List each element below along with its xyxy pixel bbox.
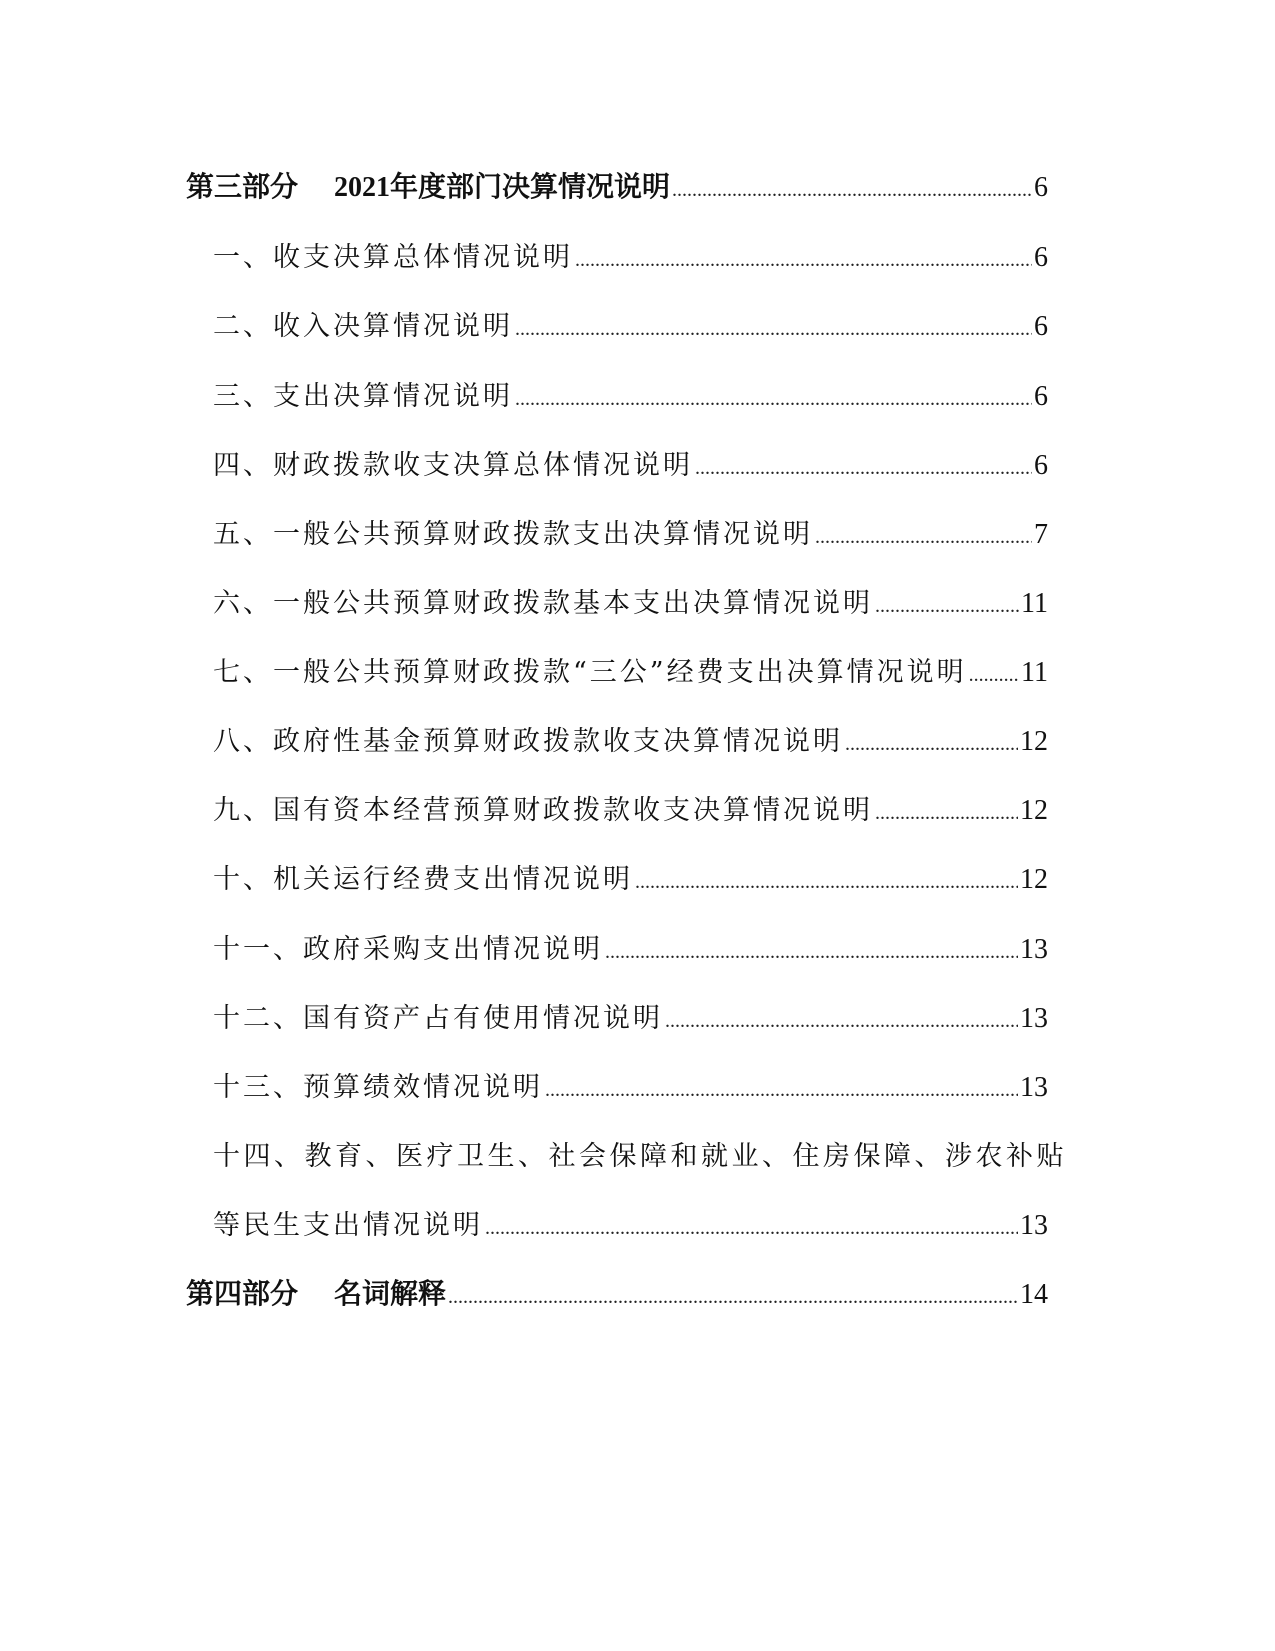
- dot-leader: [672, 168, 1032, 212]
- section-label: 四、财政拨款收支决算总体情况说明: [213, 450, 693, 481]
- dot-leader: [575, 238, 1032, 282]
- dot-leader: [545, 1068, 1018, 1112]
- toc-entry-section-4[interactable]: [213, 444, 1048, 488]
- dot-leader: [695, 446, 1032, 490]
- part-3-title: 2021年度部门决算情况说明: [334, 172, 671, 203]
- toc-entry-section-1[interactable]: [213, 236, 1048, 280]
- toc-entry-section-11[interactable]: [213, 928, 1048, 972]
- section-14-label-line-1: 十四、教育、医疗卫生、社会保障和就业、住房保障、涉农补贴: [213, 1141, 1067, 1172]
- section-label: 五、一般公共预算财政拨款支出决算情况说明: [213, 519, 813, 550]
- section-label: 十一、政府采购支出情况说明: [213, 934, 603, 965]
- toc-entry-section-14-line-1[interactable]: [213, 1135, 1093, 1179]
- dot-leader: [635, 860, 1018, 904]
- section-page-number: 6: [1034, 381, 1048, 412]
- part-4-page-number: 14: [1020, 1279, 1048, 1310]
- section-page-number: 7: [1034, 519, 1048, 550]
- section-page-number: 11: [1021, 657, 1048, 688]
- section-label: 十、机关运行经费支出情况说明: [213, 864, 633, 895]
- dot-leader: [605, 930, 1018, 974]
- dot-leader: [515, 377, 1032, 421]
- part-4-title: 名词解释: [334, 1279, 447, 1310]
- section-14-label-line-2: 等民生支出情况说明: [213, 1210, 483, 1241]
- dot-leader: [875, 791, 1018, 835]
- section-page-number: 11: [1021, 588, 1048, 619]
- toc-entry-section-12[interactable]: [213, 997, 1048, 1041]
- part-3-prefix: 第三部分: [186, 172, 299, 203]
- dot-leader: [665, 999, 1018, 1043]
- toc-entry-section-13[interactable]: [213, 1066, 1048, 1110]
- section-page-number: 13: [1020, 1072, 1048, 1103]
- dot-leader: [515, 307, 1032, 351]
- section-page-number: 6: [1034, 450, 1048, 481]
- toc-entry-section-2[interactable]: [213, 305, 1048, 349]
- section-page-number: 13: [1020, 934, 1048, 965]
- section-label: 一、收支决算总体情况说明: [213, 242, 573, 273]
- section-label: 六、一般公共预算财政拨款基本支出决算情况说明: [213, 588, 873, 619]
- part-3-page-number: 6: [1034, 172, 1048, 203]
- section-label: 十三、预算绩效情况说明: [213, 1072, 543, 1103]
- dot-leader: [875, 584, 1019, 628]
- section-label: 三、支出决算情况说明: [213, 381, 513, 412]
- section-14-page-number: 13: [1020, 1210, 1048, 1241]
- section-page-number: 6: [1034, 311, 1048, 342]
- toc-entry-section-8[interactable]: [213, 720, 1048, 764]
- section-label: 二、收入决算情况说明: [213, 311, 513, 342]
- toc-entry-section-6[interactable]: [213, 582, 1048, 626]
- section-page-number: 13: [1020, 1003, 1048, 1034]
- section-label: 八、政府性基金预算财政拨款收支决算情况说明: [213, 726, 843, 757]
- section-page-number: 12: [1020, 795, 1048, 826]
- dot-leader: [969, 653, 1019, 697]
- toc-entry-section-3[interactable]: [213, 375, 1048, 419]
- section-label: 十二、国有资产占有使用情况说明: [213, 1003, 663, 1034]
- part-4-prefix: 第四部分: [186, 1279, 299, 1310]
- toc-entry-section-5[interactable]: [213, 513, 1048, 557]
- toc-entry-part-3[interactable]: [186, 166, 1048, 210]
- toc-entry-section-10[interactable]: [213, 858, 1048, 902]
- section-page-number: 12: [1020, 726, 1048, 757]
- toc-entry-section-7[interactable]: [213, 651, 1048, 695]
- section-label: 九、国有资本经营预算财政拨款收支决算情况说明: [213, 795, 873, 826]
- toc-entry-part-4[interactable]: [186, 1273, 1048, 1317]
- section-label: 七、一般公共预算财政拨款“三公”经费支出决算情况说明: [213, 657, 967, 688]
- dot-leader: [845, 722, 1018, 766]
- dot-leader: [815, 515, 1032, 559]
- toc-entry-section-9[interactable]: [213, 789, 1048, 833]
- section-page-number: 12: [1020, 864, 1048, 895]
- dot-leader: [485, 1206, 1018, 1250]
- section-page-number: 6: [1034, 242, 1048, 273]
- toc-entry-section-14-line-2[interactable]: [213, 1204, 1048, 1248]
- dot-leader: [448, 1275, 1018, 1319]
